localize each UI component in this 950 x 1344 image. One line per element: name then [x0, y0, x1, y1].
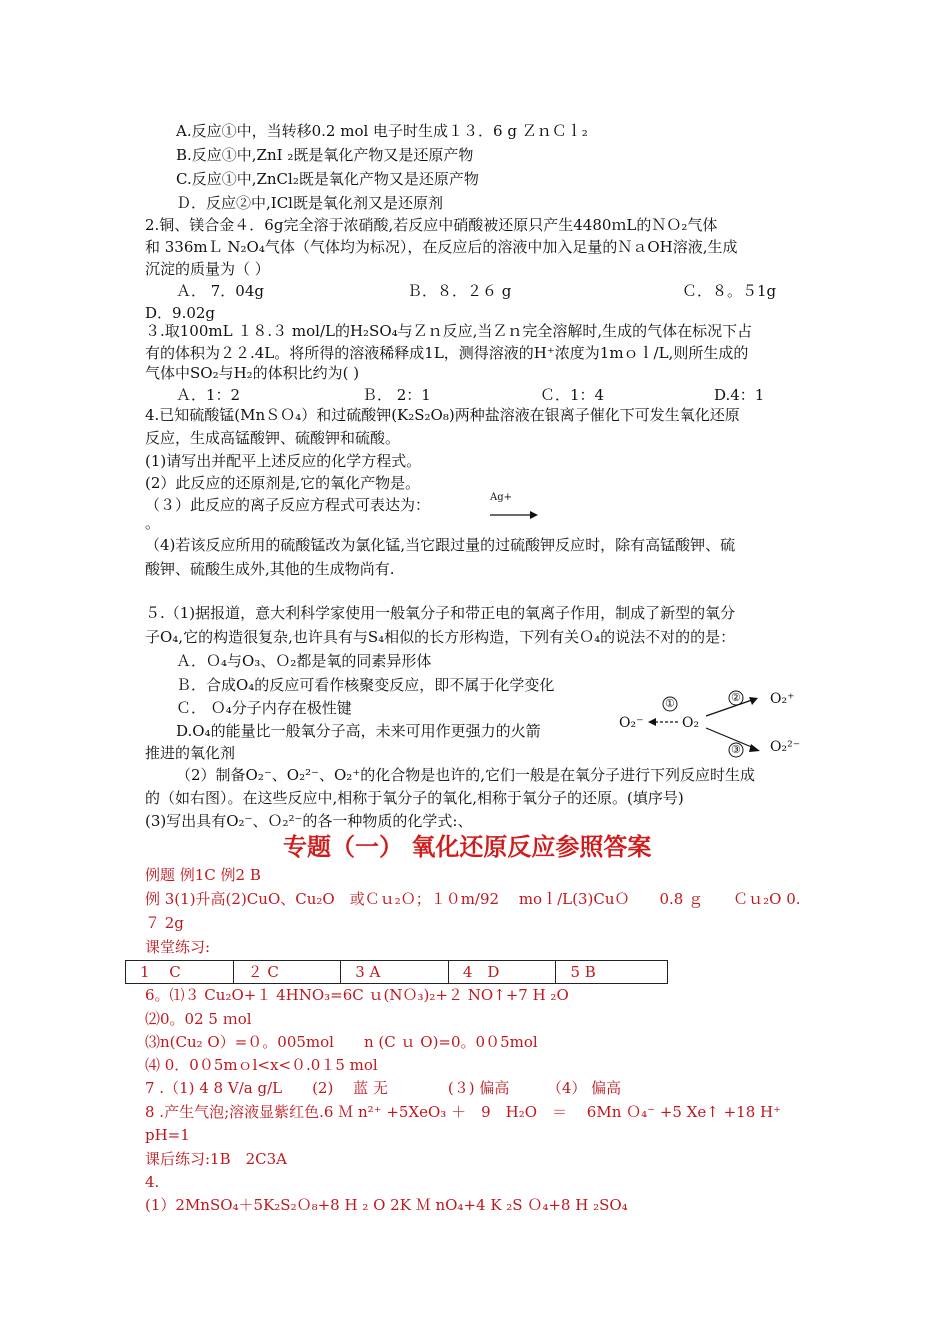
q1-option-c: C.反应①中,ZnCl₂既是氧化产物又是还原产物 [176, 170, 479, 188]
q2-line-2: 和 336mＬ N₂O₄气体（气体均为标况），在反应后的溶液中加入足量的ＮａOH溶液,生成 [145, 238, 738, 256]
answer-cell: 1 C [126, 961, 234, 983]
answer-line-10: 8 .产生气泡;溶液显紫红色.6 Ｍ n²⁺ +5XeO₃ ＋ 9 H₂O ＝ 6Mn Ｏ₄⁻ +5 Xe↑ +18 H⁺ [145, 1103, 782, 1121]
answer-cell: 5 B [570, 963, 596, 981]
q2-option-d: D．9.02g [145, 304, 216, 322]
q3-option-b: Ｂ． 2：1 [362, 386, 431, 404]
q1-option-d: Ｄ．反应②中,ICl既是氧化剂又是还原剂 [176, 194, 443, 212]
q4-line-7: （4)若该反应所用的硫酸锰改为氯化锰,当它跟过量的过硫酸钾反应时，除有高锰酸钾、硫 [145, 536, 736, 554]
q4-line-4: (2）此反应的还原剂是,它的氧化产物是。 [145, 474, 421, 492]
species-o2: O₂ [682, 715, 700, 731]
answer-line-6: ⑵0。02 5 ｍol [145, 1010, 252, 1028]
answer-line-3: ７ 2g [145, 914, 184, 932]
q4-line-2: 反应，生成高锰酸钾、硫酸钾和硫酸。 [145, 429, 401, 447]
answers-title: 专题（一） 氧化还原反应参照答案 [283, 833, 652, 861]
answer-line-9: 7 .（1) 4 8 V/a g/L (2) 蓝 无 (３) 偏高 （4） 偏高 [145, 1079, 622, 1097]
q5-line-part3: (3)写出具有O₂⁻、Ｏ₂²⁻的各一种物质的化学式:、 [145, 812, 473, 830]
answer-line-8: ⑷ 0．0０5mｏl<x<０.0１5 mol [145, 1056, 378, 1074]
q5-line-1: ５.（1)据报道，意大利科学家使用一般氧分子和带正电的氧离子作用，制成了新型的氧分 [145, 604, 736, 622]
q5-line-part2-1: （2）制备O₂⁻、O₂²⁻、O₂⁺的化合物是也许的,它们一般是在氧分子进行下列反应时生成 [176, 766, 756, 784]
q1-option-a: A.反应①中，当转移0.2 mol 电子时生成１３．6 g ＺｎＣｌ₂ [176, 122, 588, 140]
q4-line-3: (1)请写出并配平上述反应的化学方程式。 [145, 452, 422, 470]
q2-option-c: Ｃ．８。５1g [682, 282, 777, 300]
q5-option-d-cont: 推进的氧化剂 [145, 744, 236, 762]
q1-option-b: B.反应①中,ZnI ₂既是氧化产物又是还原产物 [176, 146, 474, 164]
q5-line-part2-2: 的（如右图）。在这些反应中,相称于氧分子的氧化,相称于氧分子的还原。(填序号) [145, 789, 684, 807]
q5-option-d: D.O₄的能量比一般氧分子高，未来可用作更强力的火箭 [176, 722, 541, 740]
answer-line-7: ⑶n(Cu₂ O）=０。005mol n (C ｕ O)=0。0０5mol [145, 1033, 538, 1051]
answer-line-2: 例 3(1)升高(2)CuO、Cu₂O 或Ｃｕ₂Ｏ；１０m/92 moｌ/L(3)CuＯ 0.8 ｇ Ｃｕ₂O 0. [145, 890, 801, 908]
answer-cell: 3 A [341, 961, 449, 983]
q3-option-d: D.4：1 [714, 386, 765, 404]
answer-cell: ２ C [234, 961, 342, 983]
answer-line-14: (1）2MnSO₄＋5K₂S₂Ｏ₈+8 H ₂ O 2K Ｍ nO₄+4 K ₂S Ｏ₄+8 H ₂SO₄ [145, 1196, 628, 1214]
q3-line-1: ３.取100mL １８.３ mol/L的H₂SO₄与Ｚｎ反应,当Ｚｎ完全溶解时,生成的气体在标况下占 [145, 322, 753, 340]
catalyst-label: Ag+ [490, 492, 513, 503]
q5-line-2: 子O₄,它的构造很复杂,也许具有与S₄相似的长方形构造，下列有关Ｏ₄的说法不对的的是： [145, 628, 736, 646]
q3-option-a: Ａ．1：2 [176, 386, 241, 404]
answer-cell: 4 D [449, 961, 557, 983]
q2-line-1: 2.铜、镁合金４．6g完全溶于浓硝酸,若反应中硝酸被还原只产生4480ｍL的ＮＯ₂气体 [145, 216, 718, 234]
q2-line-3: 沉淀的质量为（ ） [145, 260, 270, 278]
catalyst-arrow [490, 492, 540, 522]
label-1: ① [665, 697, 675, 710]
q2-option-a: Ａ． 7．04g [176, 282, 265, 300]
q5-option-c: Ｃ． Ｏ₄分子内存在极性键 [176, 699, 352, 717]
q4-line-5: （３）此反应的离子反应方程式可表达为： [145, 496, 431, 514]
label-2: ② [731, 691, 741, 704]
reaction-arrow-icon [490, 508, 540, 522]
species-o2-plus: O₂⁺ [770, 691, 795, 707]
q3-line-2: 有的体积为２２.4L。将所得的溶液稀释成1L，测得溶液的H⁺浓度为1mｏｌ/L,则所生成的 [145, 344, 749, 362]
q2-option-b: Ｂ．８．２６ g [407, 282, 512, 300]
q5-option-b: Ｂ．合成O₄的反应可看作核聚变反应，即不属于化学变化 [176, 676, 555, 694]
answer-line-5: 6。⑴３ Cu₂O+１ 4HNO₃=6C ｕ(NＯ₃)₂+２ NO↑+7 H ₂O [145, 986, 569, 1004]
answer-line-11: pH=1 [145, 1126, 190, 1144]
answer-line-4: 课堂练习: [145, 938, 211, 956]
answer-line-1: 例题 例1C 例2 B [145, 866, 261, 884]
q4-line-6: 。 [145, 514, 161, 532]
oxygen-reaction-diagram [612, 688, 812, 763]
q4-line-8: 酸钾、硫酸生成外,其他的生成物尚有. [145, 560, 395, 578]
answer-line-13: 4. [145, 1173, 160, 1191]
classwork-answer-table [125, 960, 668, 984]
q3-option-c: Ｃ．1：4 [540, 386, 605, 404]
species-o2-minus: O₂⁻ [619, 715, 644, 731]
species-o2-2minus: O₂²⁻ [770, 739, 801, 755]
q5-option-a: Ａ．Ｏ₄与O₃、Ｏ₂都是氧的同素异形体 [176, 652, 432, 670]
answer-line-12: 课后练习:1B 2C3A [145, 1150, 288, 1168]
q4-line-1: 4.已知硫酸锰(MnＳＯ₄）和过硫酸钾(K₂S₂O₈)两种盐溶液在银离子催化下可发生氧化还原 [145, 406, 740, 424]
q3-line-3: 气体中SO₂与H₂的体积比约为( ) [145, 364, 360, 382]
label-3: ③ [731, 743, 741, 756]
